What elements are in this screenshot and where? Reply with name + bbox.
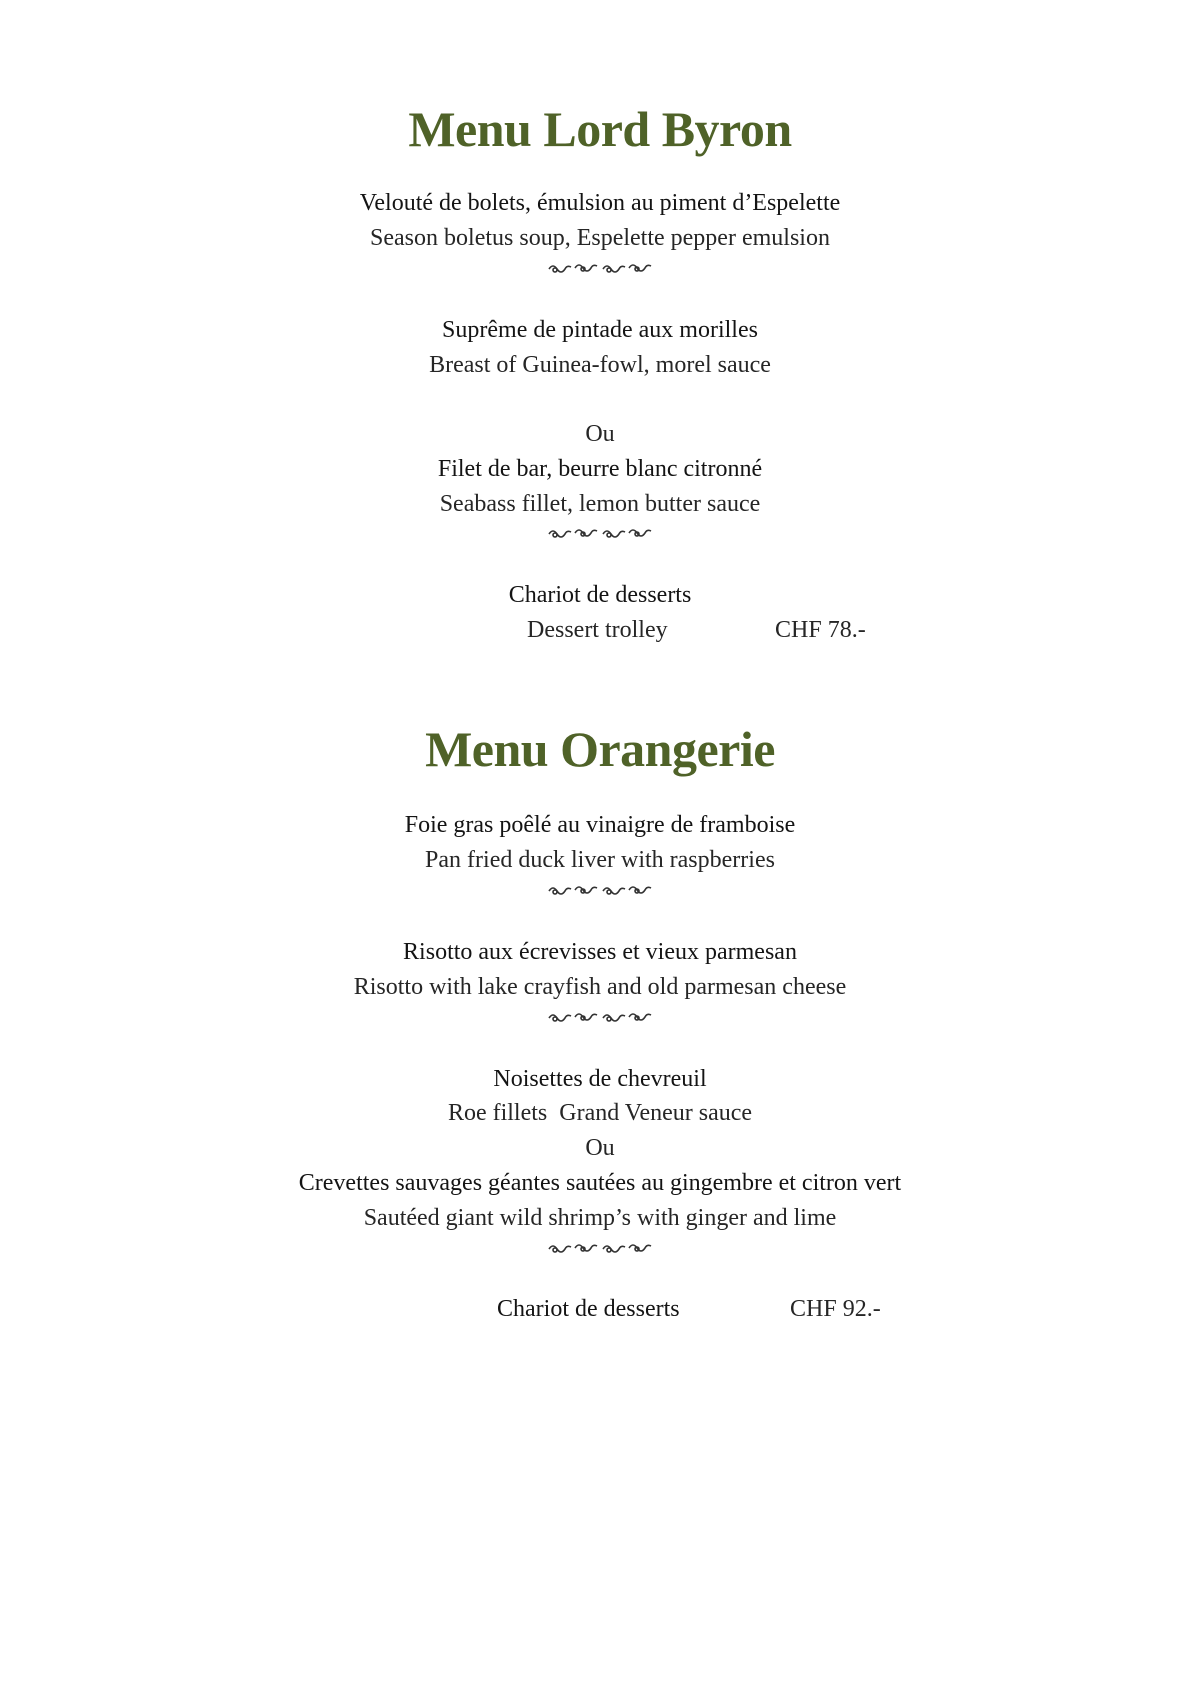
course-en: Risotto with lake crayfish and old parmesan cheese bbox=[353, 974, 847, 1000]
flourish-divider-icon bbox=[0, 525, 1200, 544]
course-fr: Risotto aux écrevisses et vieux parmesan bbox=[403, 939, 797, 965]
flourish-divider-icon bbox=[0, 260, 1200, 279]
course-en: Season boletus soup, Espelette pepper emulsion bbox=[370, 225, 830, 251]
menu-price: CHF 78.- bbox=[775, 617, 866, 643]
dessert-fr: Chariot de desserts bbox=[508, 582, 692, 608]
course-fr: Noisettes de chevreuil bbox=[493, 1066, 707, 1092]
course-fr: Filet de bar, beurre blanc citronné bbox=[437, 456, 763, 482]
course-fr: Crevettes sauvages géantes sautées au gingembre et citron vert bbox=[298, 1170, 902, 1196]
or-separator: Ou bbox=[585, 421, 615, 447]
or-separator: Ou bbox=[585, 1135, 615, 1161]
menu-price: CHF 92.- bbox=[790, 1296, 881, 1322]
menu-title-lord-byron: Menu Lord Byron bbox=[408, 101, 792, 157]
dessert-en: Dessert trolley bbox=[527, 617, 668, 643]
dessert-fr: Chariot de desserts bbox=[497, 1296, 680, 1322]
flourish-divider-icon bbox=[0, 1240, 1200, 1259]
menu-title-orangerie: Menu Orangerie bbox=[425, 721, 775, 777]
course-en: Breast of Guinea-fowl, morel sauce bbox=[429, 352, 771, 378]
course-fr: Velouté de bolets, émulsion au piment d’Espelette bbox=[359, 190, 841, 216]
course-fr: Suprême de pintade aux morilles bbox=[442, 317, 758, 343]
flourish-divider-icon bbox=[0, 1009, 1200, 1028]
course-en: Sautéed giant wild shrimp’s with ginger and lime bbox=[363, 1205, 837, 1231]
course-en: Pan fried duck liver with raspberries bbox=[425, 847, 775, 873]
flourish-divider-icon bbox=[0, 882, 1200, 901]
course-en: Seabass fillet, lemon butter sauce bbox=[439, 491, 761, 517]
course-fr: Foie gras poêlé au vinaigre de framboise bbox=[404, 812, 796, 838]
course-en: Roe fillets Grand Veneur sauce bbox=[447, 1100, 753, 1126]
